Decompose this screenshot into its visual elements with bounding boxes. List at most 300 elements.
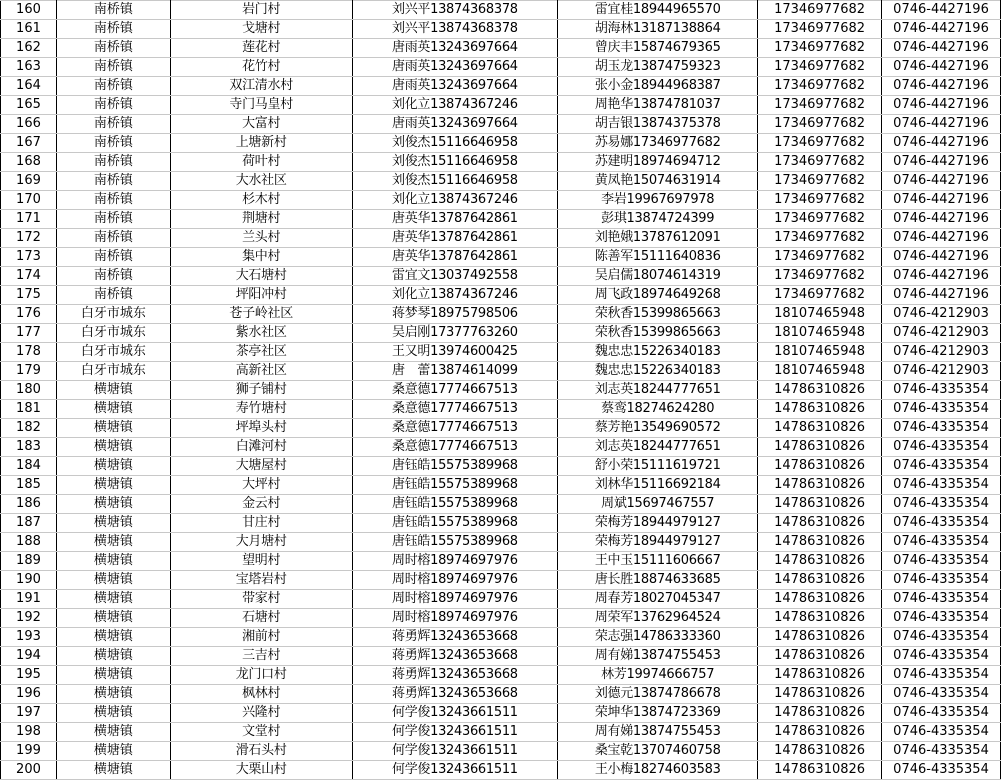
village-contact-cell[interactable]: 陈善军15111640836 <box>558 248 758 267</box>
town-cell[interactable]: 南桥镇 <box>56 267 170 286</box>
landline-cell[interactable]: 0746-4335354 <box>882 761 1001 780</box>
mobile-cell[interactable]: 17346977682 <box>758 39 882 58</box>
mobile-cell[interactable]: 17346977682 <box>758 134 882 153</box>
landline-cell[interactable]: 0746-4335354 <box>882 571 1001 590</box>
village-cell[interactable]: 大栗山村 <box>170 761 352 780</box>
mobile-cell[interactable]: 14786310826 <box>758 571 882 590</box>
landline-cell[interactable]: 0746-4335354 <box>882 438 1001 457</box>
landline-cell[interactable]: 0746-4427196 <box>882 115 1001 134</box>
landline-cell[interactable]: 0746-4335354 <box>882 742 1001 761</box>
town-cell[interactable]: 横塘镇 <box>56 514 170 533</box>
staff-contact-cell[interactable]: 唐钰皓15575389968 <box>352 476 558 495</box>
village-contact-cell[interactable]: 蔡鸾18274624280 <box>558 400 758 419</box>
row-number-cell[interactable]: 164 <box>1 77 57 96</box>
town-cell[interactable]: 南桥镇 <box>56 39 170 58</box>
village-contact-cell[interactable]: 曾庆丰15874679365 <box>558 39 758 58</box>
town-cell[interactable]: 横塘镇 <box>56 438 170 457</box>
staff-contact-cell[interactable]: 周时榕18974697976 <box>352 571 558 590</box>
village-contact-cell[interactable]: 周有娣13874755453 <box>558 647 758 666</box>
mobile-cell[interactable]: 17346977682 <box>758 96 882 115</box>
table-row <box>1 590 1001 609</box>
mobile-cell[interactable]: 17346977682 <box>758 267 882 286</box>
village-contact-cell[interactable]: 胡海林13187138864 <box>558 20 758 39</box>
staff-contact-cell[interactable]: 唐钰皓15575389968 <box>352 533 558 552</box>
village-cell[interactable]: 兰头村 <box>170 229 352 248</box>
landline-cell[interactable]: 0746-4427196 <box>882 286 1001 305</box>
village-contact-cell[interactable]: 周艳华13874781037 <box>558 96 758 115</box>
town-cell[interactable]: 南桥镇 <box>56 115 170 134</box>
mobile-cell[interactable]: 14786310826 <box>758 438 882 457</box>
row-number-cell[interactable]: 192 <box>1 609 57 628</box>
row-number-cell[interactable]: 180 <box>1 381 57 400</box>
village-contact-cell[interactable]: 刘艳娥13787612091 <box>558 229 758 248</box>
town-cell[interactable]: 横塘镇 <box>56 628 170 647</box>
town-cell[interactable]: 横塘镇 <box>56 647 170 666</box>
town-cell[interactable]: 南桥镇 <box>56 210 170 229</box>
town-cell[interactable]: 白牙市城东 <box>56 324 170 343</box>
staff-contact-cell[interactable]: 刘化立13874367246 <box>352 96 558 115</box>
staff-contact-cell[interactable]: 刘俊杰15116646958 <box>352 153 558 172</box>
village-contact-cell[interactable]: 荣秋香15399865663 <box>558 305 758 324</box>
mobile-cell[interactable]: 14786310826 <box>758 400 882 419</box>
landline-cell[interactable]: 0746-4335354 <box>882 609 1001 628</box>
landline-cell[interactable]: 0746-4427196 <box>882 191 1001 210</box>
staff-contact-cell[interactable]: 唐钰皓15575389968 <box>352 457 558 476</box>
mobile-cell[interactable]: 17346977682 <box>758 172 882 191</box>
landline-cell[interactable]: 0746-4427196 <box>882 248 1001 267</box>
mobile-cell[interactable]: 14786310826 <box>758 533 882 552</box>
mobile-cell[interactable]: 14786310826 <box>758 742 882 761</box>
row-number-cell[interactable]: 179 <box>1 362 57 381</box>
village-contact-cell[interactable]: 荣梅芳18944979127 <box>558 533 758 552</box>
staff-contact-cell[interactable]: 桑意德17774667513 <box>352 438 558 457</box>
row-number-cell[interactable]: 200 <box>1 761 57 780</box>
table-row <box>1 514 1001 533</box>
village-contact-cell[interactable]: 胡吉银13874375378 <box>558 115 758 134</box>
village-cell[interactable]: 茶亭社区 <box>170 343 352 362</box>
staff-contact-cell[interactable]: 何学俊13243661511 <box>352 761 558 780</box>
row-number-cell[interactable]: 194 <box>1 647 57 666</box>
staff-contact-cell[interactable]: 唐钰皓15575389968 <box>352 495 558 514</box>
staff-contact-cell[interactable]: 蒋勇辉13243653668 <box>352 647 558 666</box>
staff-contact-cell[interactable]: 蒋梦琴18975798506 <box>352 305 558 324</box>
mobile-cell[interactable]: 14786310826 <box>758 419 882 438</box>
landline-cell[interactable]: 0746-4427196 <box>882 210 1001 229</box>
town-cell[interactable]: 白牙市城东 <box>56 343 170 362</box>
table-row <box>1 381 1001 400</box>
town-cell[interactable]: 横塘镇 <box>56 723 170 742</box>
mobile-cell[interactable]: 14786310826 <box>758 666 882 685</box>
village-cell[interactable]: 坪埠头村 <box>170 419 352 438</box>
village-cell[interactable]: 石塘村 <box>170 609 352 628</box>
landline-cell[interactable]: 0746-4212903 <box>882 305 1001 324</box>
row-number-cell[interactable]: 193 <box>1 628 57 647</box>
row-number-cell[interactable]: 184 <box>1 457 57 476</box>
town-cell[interactable]: 横塘镇 <box>56 495 170 514</box>
staff-contact-cell[interactable]: 唐 蕾13874614099 <box>352 362 558 381</box>
table-row <box>1 229 1001 248</box>
village-contact-cell[interactable]: 苏建明18974694712 <box>558 153 758 172</box>
village-contact-cell[interactable]: 张小金18944968387 <box>558 77 758 96</box>
mobile-cell[interactable]: 17346977682 <box>758 153 882 172</box>
village-contact-cell[interactable]: 魏忠忠15226340183 <box>558 362 758 381</box>
village-contact-cell[interactable]: 周有娣13874755453 <box>558 723 758 742</box>
town-cell[interactable]: 横塘镇 <box>56 381 170 400</box>
town-cell[interactable]: 横塘镇 <box>56 666 170 685</box>
mobile-cell[interactable]: 18107465948 <box>758 324 882 343</box>
staff-contact-cell[interactable]: 唐雨英13243697664 <box>352 115 558 134</box>
village-cell[interactable]: 大水社区 <box>170 172 352 191</box>
table-row <box>1 647 1001 666</box>
village-contact-cell[interactable]: 蔡芳艳13549690572 <box>558 419 758 438</box>
town-cell[interactable]: 南桥镇 <box>56 20 170 39</box>
row-number-cell[interactable]: 198 <box>1 723 57 742</box>
town-cell[interactable]: 横塘镇 <box>56 704 170 723</box>
staff-contact-cell[interactable]: 刘化立13874367246 <box>352 286 558 305</box>
village-cell[interactable]: 枫林村 <box>170 685 352 704</box>
row-number-cell[interactable]: 163 <box>1 58 57 77</box>
row-number-cell[interactable]: 196 <box>1 685 57 704</box>
town-cell[interactable]: 南桥镇 <box>56 96 170 115</box>
village-cell[interactable]: 大坪村 <box>170 476 352 495</box>
village-contact-cell[interactable]: 李岩19967697978 <box>558 191 758 210</box>
staff-contact-cell[interactable]: 桑意德17774667513 <box>352 419 558 438</box>
row-number-cell[interactable]: 160 <box>1 1 57 20</box>
village-contact-cell[interactable]: 舒小荣15111619721 <box>558 457 758 476</box>
row-number-cell[interactable]: 185 <box>1 476 57 495</box>
staff-contact-cell[interactable]: 唐钰皓15575389968 <box>352 514 558 533</box>
row-number-cell[interactable]: 178 <box>1 343 57 362</box>
row-number-cell[interactable]: 191 <box>1 590 57 609</box>
table-row <box>1 58 1001 77</box>
landline-cell[interactable]: 0746-4212903 <box>882 362 1001 381</box>
landline-cell[interactable]: 0746-4335354 <box>882 400 1001 419</box>
village-contact-cell[interactable]: 雷宜桂18944965570 <box>558 1 758 20</box>
staff-contact-cell[interactable]: 刘化立13874367246 <box>352 191 558 210</box>
landline-cell[interactable]: 0746-4335354 <box>882 533 1001 552</box>
village-cell[interactable]: 岩门村 <box>170 1 352 20</box>
row-number-cell[interactable]: 187 <box>1 514 57 533</box>
village-cell[interactable]: 望明村 <box>170 552 352 571</box>
staff-contact-cell[interactable]: 唐雨英13243697664 <box>352 58 558 77</box>
row-number-cell[interactable]: 172 <box>1 229 57 248</box>
landline-cell[interactable]: 0746-4335354 <box>882 419 1001 438</box>
town-cell[interactable]: 南桥镇 <box>56 1 170 20</box>
village-contact-cell[interactable]: 荣坤华13874723369 <box>558 704 758 723</box>
town-cell[interactable]: 南桥镇 <box>56 77 170 96</box>
landline-cell[interactable]: 0746-4427196 <box>882 134 1001 153</box>
town-cell[interactable]: 横塘镇 <box>56 400 170 419</box>
staff-contact-cell[interactable]: 唐英华13787642861 <box>352 210 558 229</box>
village-cell[interactable]: 甘庄村 <box>170 514 352 533</box>
row-number-cell[interactable]: 165 <box>1 96 57 115</box>
mobile-cell[interactable]: 17346977682 <box>758 77 882 96</box>
village-cell[interactable]: 大塘屋村 <box>170 457 352 476</box>
staff-contact-cell[interactable]: 吴启刚17377763260 <box>352 324 558 343</box>
village-contact-cell[interactable]: 刘林华15116692184 <box>558 476 758 495</box>
row-number-cell[interactable]: 188 <box>1 533 57 552</box>
village-cell[interactable]: 金云村 <box>170 495 352 514</box>
staff-contact-cell[interactable]: 雷宜文13037492558 <box>352 267 558 286</box>
landline-cell[interactable]: 0746-4212903 <box>882 343 1001 362</box>
village-contact-cell[interactable]: 周荣军13762964524 <box>558 609 758 628</box>
village-cell[interactable]: 湘前村 <box>170 628 352 647</box>
landline-cell[interactable]: 0746-4335354 <box>882 457 1001 476</box>
village-contact-cell[interactable]: 刘德元13874786678 <box>558 685 758 704</box>
landline-cell[interactable]: 0746-4427196 <box>882 229 1001 248</box>
table-row <box>1 210 1001 229</box>
row-number-cell[interactable]: 162 <box>1 39 57 58</box>
row-number-cell[interactable]: 175 <box>1 286 57 305</box>
landline-cell[interactable]: 0746-4427196 <box>882 20 1001 39</box>
village-contact-cell[interactable]: 荣秋香15399865663 <box>558 324 758 343</box>
village-cell[interactable]: 文堂村 <box>170 723 352 742</box>
village-cell[interactable]: 寺门马皇村 <box>170 96 352 115</box>
row-number-cell[interactable]: 169 <box>1 172 57 191</box>
town-cell[interactable]: 南桥镇 <box>56 286 170 305</box>
town-cell[interactable]: 横塘镇 <box>56 590 170 609</box>
village-cell[interactable]: 紫水社区 <box>170 324 352 343</box>
village-contact-cell[interactable]: 荣梅芳18944979127 <box>558 514 758 533</box>
mobile-cell[interactable]: 14786310826 <box>758 628 882 647</box>
row-number-cell[interactable]: 177 <box>1 324 57 343</box>
row-number-cell[interactable]: 161 <box>1 20 57 39</box>
mobile-cell[interactable]: 14786310826 <box>758 704 882 723</box>
village-contact-cell[interactable]: 彭琪13874724399 <box>558 210 758 229</box>
row-number-cell[interactable]: 171 <box>1 210 57 229</box>
town-cell[interactable]: 横塘镇 <box>56 457 170 476</box>
staff-contact-cell[interactable]: 刘兴平13874368378 <box>352 20 558 39</box>
landline-cell[interactable]: 0746-4335354 <box>882 381 1001 400</box>
village-cell[interactable]: 上塘新村 <box>170 134 352 153</box>
village-cell[interactable]: 坪阳冲村 <box>170 286 352 305</box>
mobile-cell[interactable]: 14786310826 <box>758 381 882 400</box>
mobile-cell[interactable]: 18107465948 <box>758 362 882 381</box>
town-cell[interactable]: 南桥镇 <box>56 58 170 77</box>
town-cell[interactable]: 横塘镇 <box>56 533 170 552</box>
village-cell[interactable]: 三吉村 <box>170 647 352 666</box>
village-cell[interactable]: 大石塘村 <box>170 267 352 286</box>
table-row <box>1 134 1001 153</box>
village-contact-cell[interactable]: 周斌15697467557 <box>558 495 758 514</box>
landline-cell[interactable]: 0746-4335354 <box>882 685 1001 704</box>
staff-contact-cell[interactable]: 蒋勇辉13243653668 <box>352 685 558 704</box>
town-cell[interactable]: 横塘镇 <box>56 476 170 495</box>
mobile-cell[interactable]: 17346977682 <box>758 115 882 134</box>
staff-contact-cell[interactable]: 周时榕18974697976 <box>352 609 558 628</box>
village-contact-cell[interactable]: 荣志强14786333360 <box>558 628 758 647</box>
mobile-cell[interactable]: 17346977682 <box>758 229 882 248</box>
row-number-cell[interactable]: 176 <box>1 305 57 324</box>
staff-contact-cell[interactable]: 刘俊杰15116646958 <box>352 172 558 191</box>
mobile-cell[interactable]: 14786310826 <box>758 723 882 742</box>
village-cell[interactable]: 兴隆村 <box>170 704 352 723</box>
staff-contact-cell[interactable]: 唐英华13787642861 <box>352 248 558 267</box>
village-contact-cell[interactable]: 林芳19974666757 <box>558 666 758 685</box>
staff-contact-cell[interactable]: 唐雨英13243697664 <box>352 39 558 58</box>
village-contact-cell[interactable]: 桑宝乾13707460758 <box>558 742 758 761</box>
table-row <box>1 666 1001 685</box>
mobile-cell[interactable]: 14786310826 <box>758 457 882 476</box>
landline-cell[interactable]: 0746-4427196 <box>882 267 1001 286</box>
village-contact-cell[interactable]: 黄凤艳15074631914 <box>558 172 758 191</box>
village-contact-cell[interactable]: 周飞政18974649268 <box>558 286 758 305</box>
row-number-cell[interactable]: 168 <box>1 153 57 172</box>
village-cell[interactable]: 集中村 <box>170 248 352 267</box>
town-cell[interactable]: 南桥镇 <box>56 172 170 191</box>
village-contact-cell[interactable]: 刘志英18244777651 <box>558 438 758 457</box>
village-contact-cell[interactable]: 王中玉15111606667 <box>558 552 758 571</box>
mobile-cell[interactable]: 14786310826 <box>758 476 882 495</box>
staff-contact-cell[interactable]: 周时榕18974697976 <box>352 552 558 571</box>
mobile-cell[interactable]: 17346977682 <box>758 286 882 305</box>
mobile-cell[interactable]: 14786310826 <box>758 552 882 571</box>
village-cell[interactable]: 高新社区 <box>170 362 352 381</box>
village-cell[interactable]: 带家村 <box>170 590 352 609</box>
town-cell[interactable]: 白牙市城东 <box>56 362 170 381</box>
town-cell[interactable]: 横塘镇 <box>56 609 170 628</box>
row-number-cell[interactable]: 166 <box>1 115 57 134</box>
town-cell[interactable]: 白牙市城东 <box>56 305 170 324</box>
mobile-cell[interactable]: 14786310826 <box>758 609 882 628</box>
village-contact-cell[interactable]: 周春芳18027045347 <box>558 590 758 609</box>
staff-contact-cell[interactable]: 周时榕18974697976 <box>352 590 558 609</box>
table-row <box>1 362 1001 381</box>
village-cell[interactable]: 寿竹塘村 <box>170 400 352 419</box>
mobile-cell[interactable]: 14786310826 <box>758 514 882 533</box>
staff-contact-cell[interactable]: 王又明13974600425 <box>352 343 558 362</box>
town-cell[interactable]: 横塘镇 <box>56 419 170 438</box>
village-cell[interactable]: 杉木村 <box>170 191 352 210</box>
village-cell[interactable]: 白滩河村 <box>170 438 352 457</box>
table-row <box>1 685 1001 704</box>
landline-cell[interactable]: 0746-4335354 <box>882 723 1001 742</box>
village-contact-cell[interactable]: 吴启儒18074614319 <box>558 267 758 286</box>
table-row <box>1 723 1001 742</box>
staff-contact-cell[interactable]: 刘兴平13874368378 <box>352 1 558 20</box>
town-cell[interactable]: 横塘镇 <box>56 742 170 761</box>
staff-contact-cell[interactable]: 何学俊13243661511 <box>352 704 558 723</box>
landline-cell[interactable]: 0746-4335354 <box>882 666 1001 685</box>
landline-cell[interactable]: 0746-4335354 <box>882 628 1001 647</box>
village-cell[interactable]: 荆塘村 <box>170 210 352 229</box>
landline-cell[interactable]: 0746-4212903 <box>882 324 1001 343</box>
village-cell[interactable]: 莲花村 <box>170 39 352 58</box>
staff-contact-cell[interactable]: 何学俊13243661511 <box>352 723 558 742</box>
row-number-cell[interactable]: 190 <box>1 571 57 590</box>
landline-cell[interactable]: 0746-4335354 <box>882 514 1001 533</box>
table-row <box>1 343 1001 362</box>
village-contact-cell[interactable]: 苏易娜17346977682 <box>558 134 758 153</box>
mobile-cell[interactable]: 14786310826 <box>758 685 882 704</box>
landline-cell[interactable]: 0746-4427196 <box>882 39 1001 58</box>
village-cell[interactable]: 花竹村 <box>170 58 352 77</box>
mobile-cell[interactable]: 18107465948 <box>758 305 882 324</box>
village-cell[interactable]: 双江清水村 <box>170 77 352 96</box>
town-cell[interactable]: 南桥镇 <box>56 134 170 153</box>
row-number-cell[interactable]: 197 <box>1 704 57 723</box>
landline-cell[interactable]: 0746-4335354 <box>882 590 1001 609</box>
town-cell[interactable]: 横塘镇 <box>56 685 170 704</box>
town-cell[interactable]: 横塘镇 <box>56 571 170 590</box>
town-cell[interactable]: 南桥镇 <box>56 248 170 267</box>
mobile-cell[interactable]: 17346977682 <box>758 191 882 210</box>
village-contact-cell[interactable]: 胡玉龙13874759323 <box>558 58 758 77</box>
staff-contact-cell[interactable]: 唐雨英13243697664 <box>352 77 558 96</box>
village-cell[interactable]: 苍子岭社区 <box>170 305 352 324</box>
landline-cell[interactable]: 0746-4427196 <box>882 172 1001 191</box>
town-cell[interactable]: 横塘镇 <box>56 552 170 571</box>
town-cell[interactable]: 南桥镇 <box>56 229 170 248</box>
staff-contact-cell[interactable]: 桑意德17774667513 <box>352 381 558 400</box>
village-contact-cell[interactable]: 魏忠忠15226340183 <box>558 343 758 362</box>
landline-cell[interactable]: 0746-4427196 <box>882 153 1001 172</box>
mobile-cell[interactable]: 17346977682 <box>758 58 882 77</box>
row-number-cell[interactable]: 173 <box>1 248 57 267</box>
village-contact-cell[interactable]: 刘志英18244777651 <box>558 381 758 400</box>
village-cell[interactable]: 宝塔岩村 <box>170 571 352 590</box>
village-cell[interactable]: 戈塘村 <box>170 20 352 39</box>
landline-cell[interactable]: 0746-4335354 <box>882 647 1001 666</box>
staff-contact-cell[interactable]: 蒋勇辉13243653668 <box>352 666 558 685</box>
mobile-cell[interactable]: 18107465948 <box>758 343 882 362</box>
landline-cell[interactable]: 0746-4335354 <box>882 552 1001 571</box>
mobile-cell[interactable]: 17346977682 <box>758 210 882 229</box>
village-cell[interactable]: 荷叶村 <box>170 153 352 172</box>
landline-cell[interactable]: 0746-4427196 <box>882 1 1001 20</box>
staff-contact-cell[interactable]: 唐英华13787642861 <box>352 229 558 248</box>
mobile-cell[interactable]: 14786310826 <box>758 495 882 514</box>
village-cell[interactable]: 狮子铺村 <box>170 381 352 400</box>
staff-contact-cell[interactable]: 蒋勇辉13243653668 <box>352 628 558 647</box>
mobile-cell[interactable]: 17346977682 <box>758 248 882 267</box>
landline-cell[interactable]: 0746-4335354 <box>882 476 1001 495</box>
mobile-cell[interactable]: 17346977682 <box>758 1 882 20</box>
row-number-cell[interactable]: 189 <box>1 552 57 571</box>
row-number-cell[interactable]: 170 <box>1 191 57 210</box>
landline-cell[interactable]: 0746-4335354 <box>882 495 1001 514</box>
row-number-cell[interactable]: 195 <box>1 666 57 685</box>
village-contact-cell[interactable]: 唐长胜18874633685 <box>558 571 758 590</box>
landline-cell[interactable]: 0746-4427196 <box>882 77 1001 96</box>
village-contact-cell[interactable]: 王小梅18274603583 <box>558 761 758 780</box>
landline-cell[interactable]: 0746-4427196 <box>882 96 1001 115</box>
row-number-cell[interactable]: 186 <box>1 495 57 514</box>
town-cell[interactable]: 横塘镇 <box>56 761 170 780</box>
row-number-cell[interactable]: 199 <box>1 742 57 761</box>
mobile-cell[interactable]: 17346977682 <box>758 20 882 39</box>
town-cell[interactable]: 南桥镇 <box>56 191 170 210</box>
village-cell[interactable]: 滑石头村 <box>170 742 352 761</box>
landline-cell[interactable]: 0746-4335354 <box>882 704 1001 723</box>
row-number-cell[interactable]: 181 <box>1 400 57 419</box>
village-cell[interactable]: 大月塘村 <box>170 533 352 552</box>
row-number-cell[interactable]: 167 <box>1 134 57 153</box>
mobile-cell[interactable]: 14786310826 <box>758 590 882 609</box>
mobile-cell[interactable]: 14786310826 <box>758 647 882 666</box>
village-cell[interactable]: 龙门口村 <box>170 666 352 685</box>
row-number-cell[interactable]: 174 <box>1 267 57 286</box>
row-number-cell[interactable]: 182 <box>1 419 57 438</box>
row-number-cell[interactable]: 183 <box>1 438 57 457</box>
staff-contact-cell[interactable]: 刘俊杰15116646958 <box>352 134 558 153</box>
town-cell[interactable]: 南桥镇 <box>56 153 170 172</box>
mobile-cell[interactable]: 14786310826 <box>758 761 882 780</box>
staff-contact-cell[interactable]: 桑意德17774667513 <box>352 400 558 419</box>
staff-contact-cell[interactable]: 何学俊13243661511 <box>352 742 558 761</box>
village-cell[interactable]: 大富村 <box>170 115 352 134</box>
landline-cell[interactable]: 0746-4427196 <box>882 58 1001 77</box>
